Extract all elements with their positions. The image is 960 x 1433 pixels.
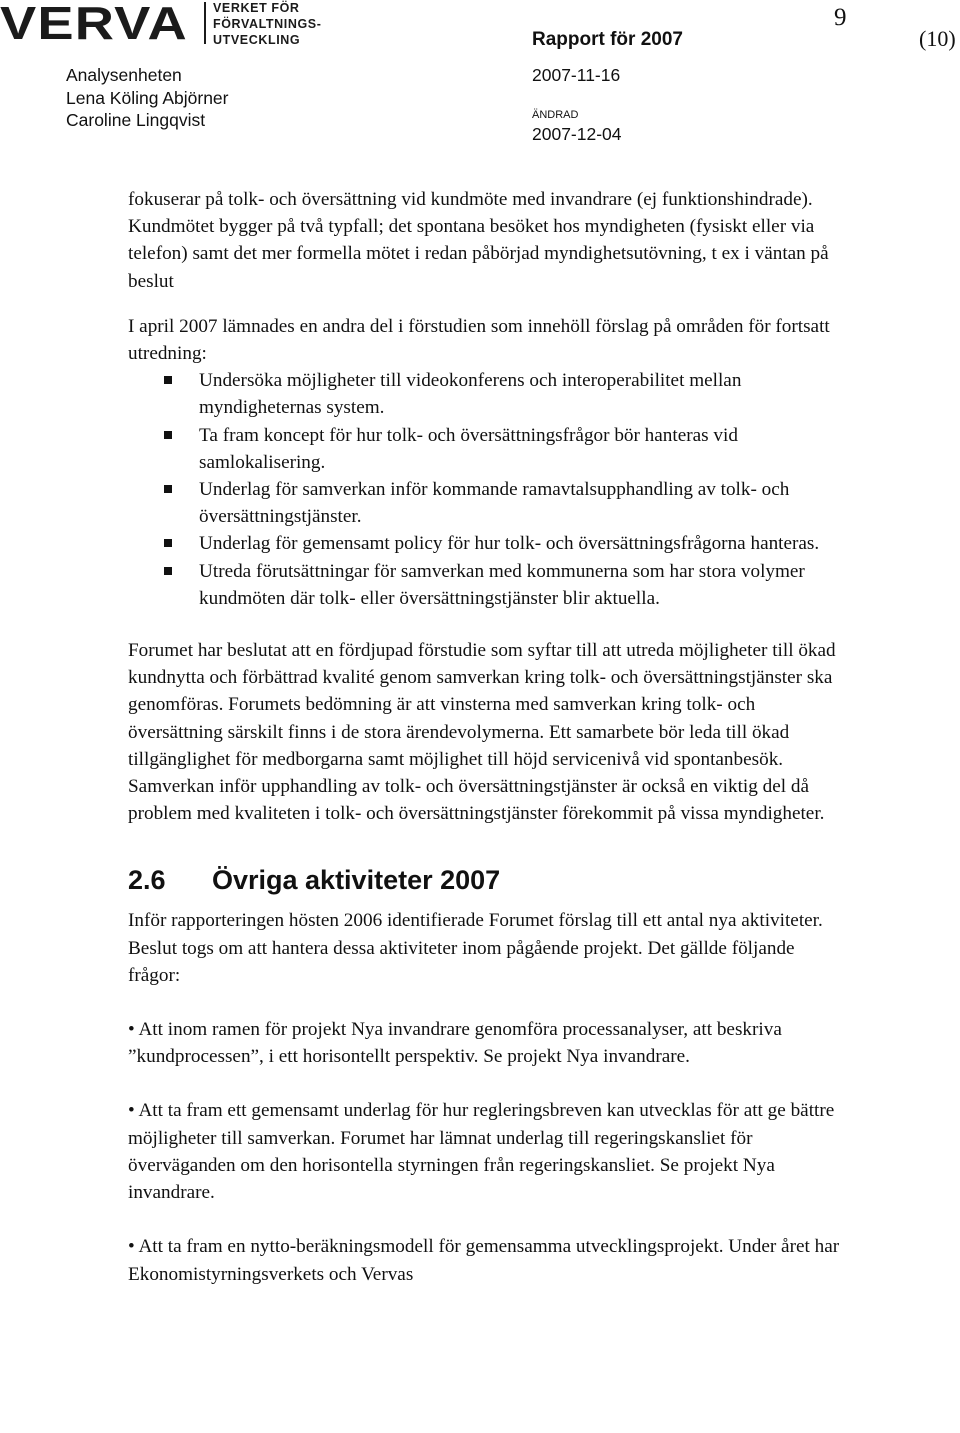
author-unit: Analysenheten: [66, 65, 182, 85]
paragraph: Inför rapporteringen hösten 2006 identifierade Forumet förslag till ett antal nya aktiviteter. Beslut togs om att hantera dessa aktiviteter inom pågående projekt. Det gällde följande frågor:: [128, 910, 823, 986]
logo-subtitle-line: FÖRVALTNINGS-: [213, 17, 322, 31]
section-number: 2.6: [128, 865, 166, 896]
square-bullet-icon: [164, 431, 172, 439]
section-heading: [128, 864, 848, 896]
square-bullet-icon: [164, 539, 172, 547]
section-title: Övriga aktiviteter 2007: [212, 865, 501, 896]
logo-divider: [204, 2, 206, 44]
list-item: Ta fram koncept för hur tolk- och översättningsfrågor bör hanteras vid samlokalisering.: [128, 422, 848, 476]
author-name: Lena Köling Abjörner: [66, 88, 229, 108]
author-name: Caroline Lingqvist: [66, 110, 206, 130]
square-bullet-icon: [164, 376, 172, 384]
square-bullet-icon: [164, 485, 172, 493]
page-total: (10): [919, 26, 956, 51]
changed-label: ÄNDRAD: [532, 109, 579, 121]
logo-subtitle-line: UTVECKLING: [213, 33, 301, 47]
document-date: 2007-11-16: [532, 65, 621, 85]
verva-logo: [0, 0, 188, 50]
page-number: 9: [834, 4, 847, 31]
bullet-paragraph: • Att inom ramen för projekt Nya invandrare genomföra processanalyser, att beskriva ”kundprocessen”, i ett horisontellt perspektiv. Se projekt Nya invandrare.: [128, 1019, 782, 1068]
list-item: Undersöka möjligheter till videokonferens och interoperabilitet mellan myndigheternas system.: [128, 367, 848, 421]
paragraph: Forumet har beslutat att en fördjupad förstudie som syftar till att utreda möjligheter till ökad kundnytta och förbättrad kvalité genom samverkan kring tolk- och översättningstjänster ska genomföras. Forumets bedömning är att vinsterna med samverkan kring tolk- och översättning särskilt finns i de stora ärendevolymerna. Ett samarbete bör leda till ökad tillgänglighet för medborgarna samt möjlighet till höjd servicenivå vid spontanbesök. Samverkan inför upphandling av tolk- och översättningstjänster är också en viktig del då problem med kvaliteten i tolk- och översättningstjänster förekommit på vissa myndigheter.: [128, 640, 836, 825]
list-item: Underlag för gemensamt policy för hur tolk- och översättningsfrågorna hanteras.: [128, 530, 848, 557]
document-body: [128, 186, 848, 1288]
proposal-list: [128, 367, 848, 612]
report-title: Rapport för 2007: [532, 29, 683, 50]
logo-subtitle: [213, 0, 353, 48]
paragraph: fokuserar på tolk- och översättning vid kundmöte med invandrare (ej funktionshindrade). Kundmötet bygger på två typfall; det spontana besöket hos myndigheten (fysiskt eller via telefon) samt det mer formella mötet i redan påbörjad myndighetsutövning, t ex i väntan på beslut: [128, 189, 829, 292]
changed-date: 2007-12-04: [532, 124, 622, 144]
bullet-paragraph: • Att ta fram ett gemensamt underlag för hur regleringsbreven kan utvecklas för att ge bättre möjligheter till samverkan. Forumet har lämnat underlag till regeringskansliet för överväganden om den horisontella styrningen från regeringskansliet. Se projekt Nya invandrare.: [128, 1100, 835, 1204]
paragraph: I april 2007 lämnades en andra del i förstudien som innehöll förslag på områden för fortsatt utredning:: [128, 315, 830, 365]
logo-subtitle-line: VERKET FÖR: [213, 1, 300, 15]
list-item: Underlag för samverkan inför kommande ramavtalsupphandling av tolk- och översättningstjänster.: [128, 476, 848, 530]
logo-wordmark: VERVA: [0, 0, 188, 49]
bullet-paragraph: • Att ta fram en nytto-beräkningsmodell för gemensamma utvecklingsprojekt. Under året har Ekonomistyrningsverkets och Vervas: [128, 1236, 840, 1285]
square-bullet-icon: [164, 567, 172, 575]
list-item: Utreda förutsättningar för samverkan med kommunerna som har stora volymer kundmöten där tolk- eller översättningstjänster blir aktuella.: [128, 558, 848, 612]
